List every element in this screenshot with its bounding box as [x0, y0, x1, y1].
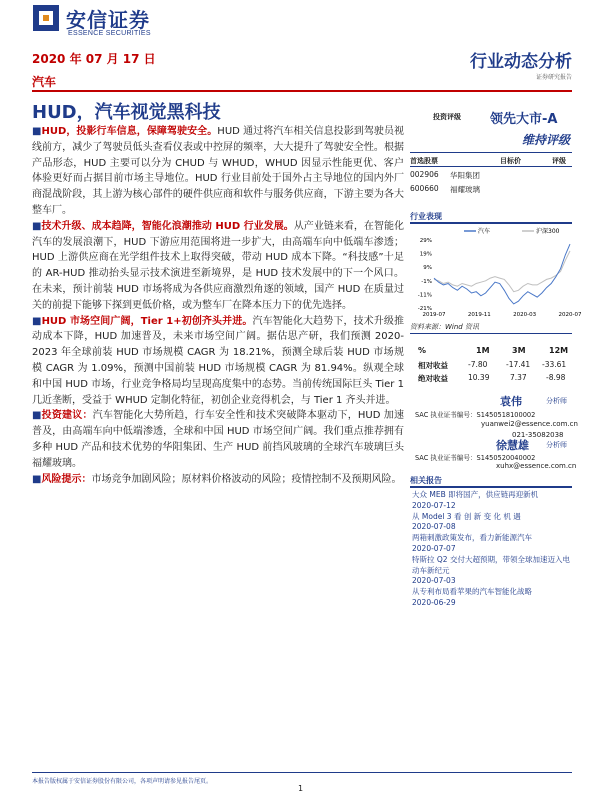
paragraph-lead: HUD，投影行车信息，保障驾驶安全。: [41, 126, 218, 137]
chart-source: 资料来源：Wind 资讯: [410, 323, 479, 331]
related-item[interactable]: [412, 490, 572, 512]
stock-name: 华阳集团: [450, 171, 480, 180]
paragraph-text: 汽车智能化大趋势下，技术升级推动成本下降，HUD 加速普及，未来市场空间广阔。据估思产研，我们预测 2020-2023 年全球前装 HUD 市场规模 CAGR 为 18.21%，预测全球后装 HUD 市场规模 CAGR 为 1.09%，预测中国前装 HUD 市场规模 CAGR 为 81.94%。纵观全球和中国 HUD 市场，行业竞争格局均呈现高度集中的态势。当前传统国际巨头 Tier 1 几近垄断，受益于 WHUD 定制化特征，初创企业竞得机会，与 Tier 1 齐头并进。: [32, 315, 404, 406]
related-date: 2020-07-07: [412, 543, 456, 553]
perf-cell: -7.80: [468, 360, 488, 369]
related-date: 2020-07-12: [412, 500, 456, 510]
related-item[interactable]: [412, 587, 572, 609]
analyst-id: SAC 执业证书编号：S1450520040002: [415, 454, 536, 462]
paragraph-lead: 投资建议：: [41, 410, 93, 422]
main-body: [32, 124, 404, 487]
y-tick-label: 19%: [419, 251, 432, 258]
perf-table-top-line: [410, 333, 572, 334]
x-tick-label: 2020-03: [513, 312, 537, 318]
stock-code: 600660: [410, 184, 439, 193]
report-date: 2020 年 07 月 17 日: [32, 52, 156, 66]
paragraph: [32, 314, 404, 409]
paragraph-text: HUD 通过将汽车相关信息投影到驾驶员视线前方，减少了驾驶员低头查看仪表或中控屏的频率，大大提升了驾驶安全性。根据产品形态，HUD 主要可以分为 CHUD 与 WHUD，WHUD 因显示性能更优、客户体验更好而占据目前市场主导地位。HUD 行业目前处于国外占主导地位的国内外厂商混战阶段，其上游为核心部件的硬件供应商和软件与服务供应商，下游主要为各大整车厂。: [32, 126, 404, 216]
analyst-name: 袁伟: [500, 395, 522, 408]
performance-chart: [410, 226, 582, 318]
perf-header-unit: %: [418, 346, 427, 355]
legend-label: 沪深300: [536, 228, 560, 235]
perf-cell: 7.37: [510, 373, 527, 382]
related-section-line: [410, 486, 572, 488]
bullet-icon: ■: [32, 126, 42, 137]
related-title: 从专利布局看苹果的汽车智能化战略: [412, 587, 532, 597]
perf-cell: -33.61: [542, 360, 567, 369]
bullet-icon: ■: [32, 315, 42, 327]
rating-label: 投资评级: [433, 113, 461, 121]
related-title: 从 Model 3 看 创 新 变 化 机 遇: [412, 511, 521, 521]
analyst-email: xuhx@essence.com.cn: [496, 462, 577, 470]
paragraph-text: 市场竞争加剧风险；原材料价格波动的风险；疫情控制不及预期风险。: [91, 473, 402, 485]
logo-icon: [32, 4, 60, 32]
related-title: 两箱刺激政策发布，看力新能源汽车: [412, 533, 532, 543]
paragraph-text: 从产业链来看，在智能化汽车的发展浪潮下，HUD 下游应用范围将进一步扩大，由高端车向中低端车渗透；HUD 上游供应商在光学组件技术上取得突破，带动 HUD 成本下降。“科技感”十足的 AR-HUD 推动抬头显示技术演进至新境界，是 HUD 技术发展中的下一个风口。在未来，预计前装 HUD 市场将成为各供应商激烈角逐的领域，国产 HUD 在质量过关的前提下能够下探到更低价格，或为整车厂在降本压力下的优先选择。: [32, 220, 405, 311]
stocks-header-stock: 首选股票: [410, 157, 438, 165]
paragraph-lead: 技术升级、成本趋降，智能化浪潮推动 HUD 行业发展。: [41, 220, 294, 232]
page-number: 1: [298, 784, 304, 793]
header-divider: [32, 90, 572, 92]
paragraph: [32, 124, 404, 219]
perf-row-label: 相对收益: [418, 361, 448, 370]
bullet-icon: ■: [32, 410, 42, 422]
performance-section-line: [410, 222, 572, 224]
analyst-role: 分析师: [546, 441, 567, 449]
analyst-id: SAC 执业证书编号：S1450518100002: [415, 411, 536, 419]
perf-cell: -17.41: [506, 360, 531, 369]
perf-header-1m: 1M: [476, 346, 490, 355]
y-tick-label: 29%: [419, 238, 432, 244]
paragraph-lead: HUD 市场空间广阔，Tier 1+初创齐头并进。: [41, 315, 253, 327]
stock-name: 福耀玻璃: [450, 185, 480, 194]
stock-code: 002906: [410, 170, 439, 179]
page-title: HUD，汽车视觉黑科技: [32, 102, 221, 123]
analyst-role: 分析师: [546, 397, 567, 405]
logo-subtext: ESSENCE SECURITIES: [68, 30, 151, 37]
related-date: 2020-07-08: [412, 522, 456, 532]
bullet-icon: ■: [32, 220, 42, 232]
stocks-header-rating: 评级: [552, 157, 566, 165]
legend-label: 汽车: [478, 228, 491, 235]
perf-header-3m: 3M: [512, 346, 526, 355]
performance-section-label: 行业表现: [410, 212, 442, 221]
x-tick-label: 2019-11: [467, 312, 491, 318]
analyst-email: yuanwei2@essence.com.cn: [481, 420, 578, 428]
logo-text: 安信证券: [66, 8, 150, 32]
related-item[interactable]: [412, 512, 572, 534]
paragraph: [32, 472, 404, 488]
y-tick-label: 9%: [423, 265, 432, 272]
footer-disclaimer: 本报告版权属于安信证券股份有限公司，各项声明请参见报告尾页。: [32, 778, 213, 785]
related-title: 特斯拉 Q2 交付大超预期，带领全球加速迈入电动车新纪元: [412, 554, 570, 575]
perf-header-12m: 12M: [549, 346, 569, 355]
bullet-icon: ■: [32, 473, 42, 485]
footer-divider: [32, 772, 572, 773]
report-subtype: 证券研究报告: [535, 74, 572, 81]
related-item[interactable]: [412, 555, 572, 587]
paragraph-text: 汽车智能化大势所趋，行车安全性和技术突破降本驱动下，HUD 加速普及，由高端车向中低端渗透，全球和中国 HUD 市场空间广阔。我们重点推荐拥有多种 HUD 产品和技术优势的华阳集团、生产 HUD 前挡风玻璃的全球汽车玻璃巨头福耀玻璃。: [32, 410, 405, 469]
paragraph: [32, 219, 404, 314]
analyst-name: 徐慧雄: [496, 439, 529, 452]
report-type: 行业动态分析: [470, 52, 572, 72]
series-line: [434, 244, 570, 304]
y-tick-label: -1%: [421, 278, 432, 285]
stocks-top-line: [410, 152, 572, 153]
sector-label: 汽车: [32, 75, 57, 89]
stocks-header-target: 目标价: [500, 157, 521, 165]
y-tick-label: -11%: [417, 292, 432, 299]
paragraph: [32, 408, 404, 471]
perf-cell: 10.39: [468, 373, 490, 382]
stocks-header-line: [410, 166, 572, 167]
related-item[interactable]: [412, 533, 572, 555]
analyst-phone: 021-35082038: [512, 431, 564, 439]
paragraph-lead: 风险提示：: [41, 473, 92, 485]
related-date: 2020-06-29: [412, 597, 456, 607]
perf-row-label: 绝对收益: [418, 374, 448, 383]
rating-sub: 维持评级: [522, 133, 571, 147]
x-tick-label: 2019-07: [422, 312, 446, 318]
x-tick-label: 2020-07: [558, 312, 582, 318]
perf-cell: -8.98: [546, 373, 566, 382]
related-section-label: 相关报告: [410, 476, 442, 485]
related-date: 2020-07-03: [412, 576, 456, 586]
rating-value: 领先大市-A: [490, 112, 558, 127]
y-tick-label: -21%: [417, 306, 432, 312]
related-list: [412, 490, 572, 609]
related-title: 大众 MEB 即将国产，供应链再迎新机: [412, 490, 539, 499]
